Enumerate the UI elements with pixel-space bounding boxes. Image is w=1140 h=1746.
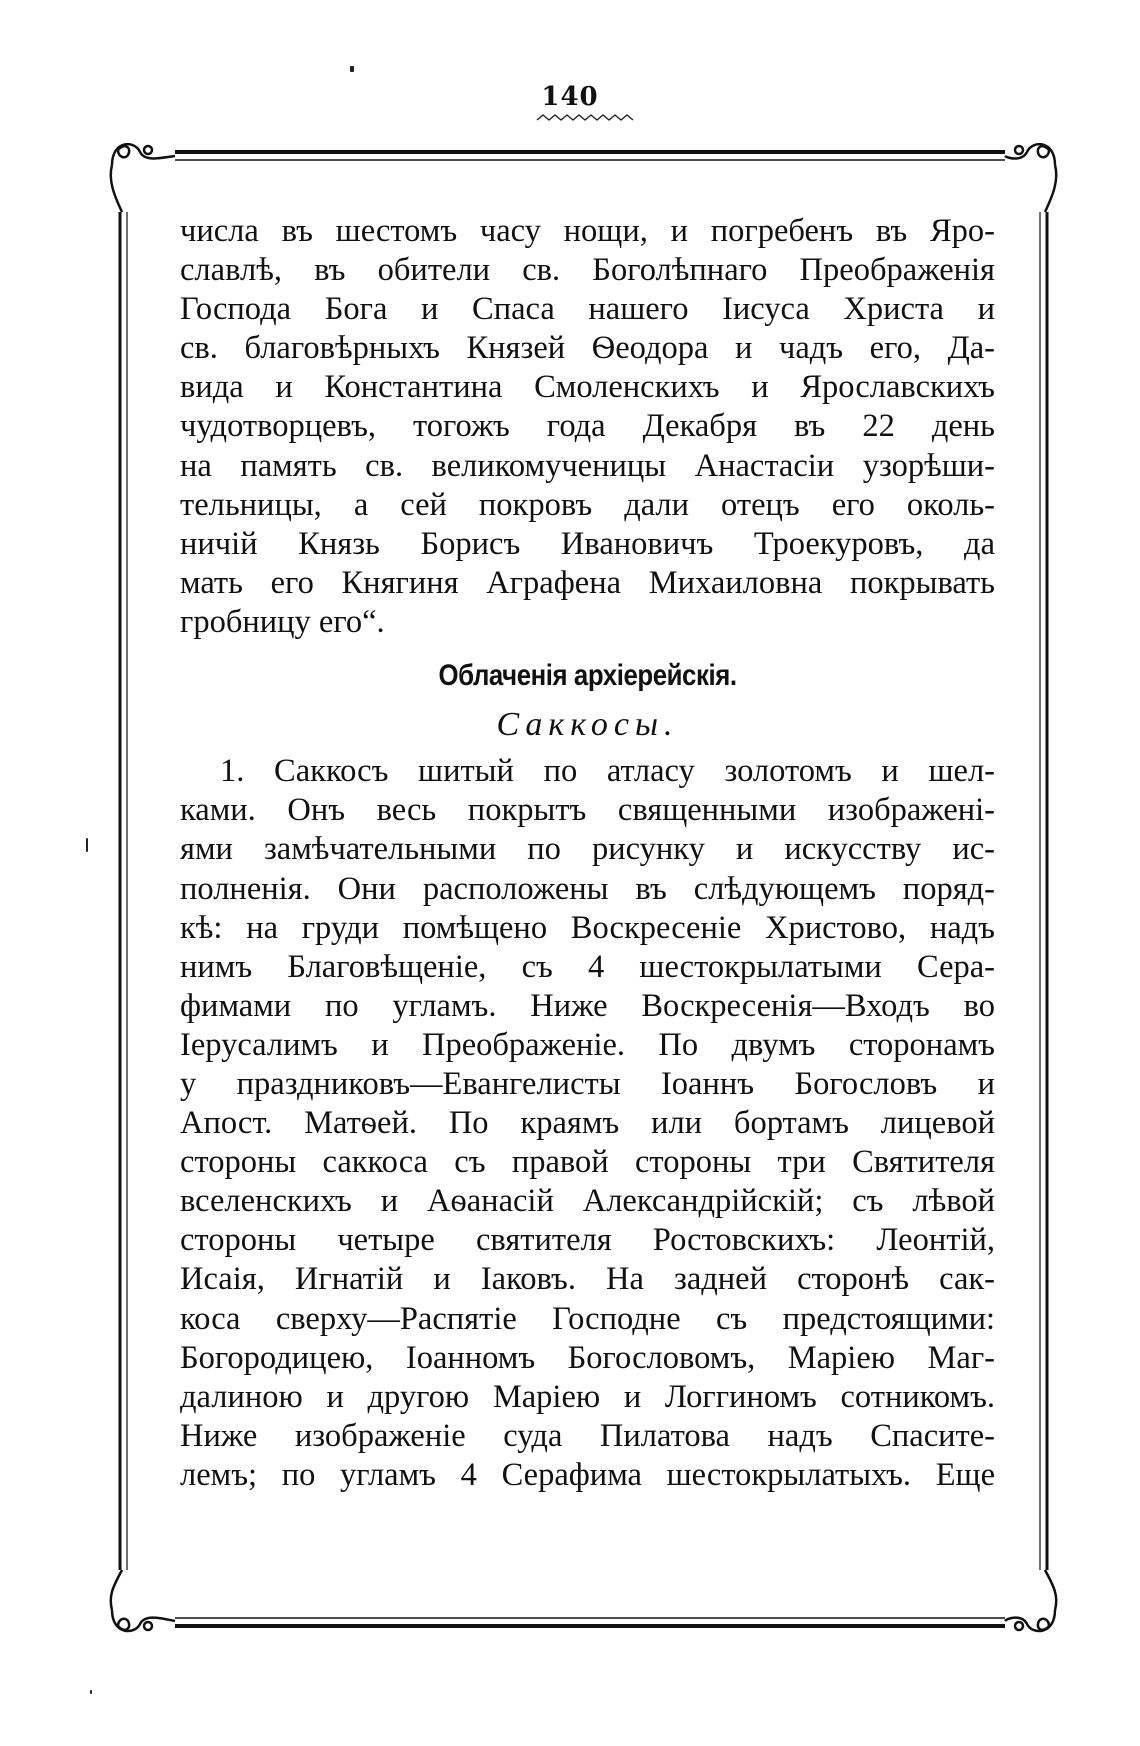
corner-ornament-bottom-right [1005,1570,1056,1631]
text-line: тельницы, а сей покровъ дали отецъ его околь- [180,486,995,523]
text-line: кѣ: на груди помѣщено Воскресеніе Христово, надъ [180,909,995,946]
text-line: чудотворцевъ, тогожъ года Декабря въ 22 день [180,408,995,445]
text-line: ями замѣчательными по рисунку и искусству ис- [180,831,995,868]
text-line: вида и Константина Смоленскихъ и Ярославскихъ [180,369,995,406]
section-heading: Облаченія архіерейскія. [438,659,737,693]
text-line: Господа Бога и Спаса нашего Іисуса Христа и [180,291,995,328]
text-line: славлѣ, въ обители св. Боголѣпнаго Преображенія [180,252,995,289]
text-line: Ниже изображеніе суда Пилатова надъ Спасите- [180,1417,995,1454]
body-text [180,212,995,1495]
text-line: стороны четыре святителя Ростовскихъ: Леонтій, [180,1222,995,1259]
text-line: стороны саккоса съ правой стороны три Святителя [180,1144,995,1181]
paragraph-continuation [180,212,995,642]
text-line: ками. Онъ весь покрытъ священными изображені- [180,792,995,829]
text-line: далиною и другою Маріею и Логгиномъ сотникомъ. [180,1378,995,1415]
text-line: мать его Княгиня Аграфена Михаиловна покрывать [180,564,995,601]
section-subheading: Саккосы. [496,706,679,744]
text-line: у праздниковъ—Евангелисты Іоаннъ Богословъ и [180,1065,995,1102]
text-line: Іерусалимъ и Преображеніе. По двумъ сторонамъ [180,1026,995,1063]
corner-ornament-top-right [1005,144,1056,212]
text-line: 1. Саккосъ шитый по атласу золотомъ и шел- [220,753,995,790]
text-line: коса сверху—Распятіе Господне съ предстоящими: [180,1300,995,1337]
text-line: Богородицею, Іоанномъ Богословомъ, Маріею Маг- [180,1339,995,1376]
scan-speck [90,1690,92,1694]
corner-ornament-top-left [111,144,175,212]
text-line: фимами по угламъ. Ниже Воскресенія—Входъ во [180,987,995,1024]
text-line: числа въ шестомъ часу нощи, и погребенъ въ Яро- [180,213,995,249]
text-line: вселенскихъ и Аѳанасій Александрійскій; съ лѣвой [180,1183,995,1220]
text-line: св. благовѣрныхъ Князей Ѳеодора и чадъ его, Да- [180,330,995,367]
text-line: полненія. Они расположены въ слѣдующемъ поряд- [180,870,995,907]
text-line: гробницу его“. [180,603,385,640]
corner-ornament-bottom-left [111,1570,175,1631]
scan-speck [86,838,88,852]
paragraph-sakkos [180,752,995,1495]
text-line: на память св. великомученицы Анастасіи узорѣши- [180,447,995,484]
text-line: Исаія, Игнатій и Іаковъ. На задней сторонѣ сак- [180,1261,995,1298]
text-line: Апост. Матѳей. По краямъ или бортамъ лицевой [180,1105,995,1142]
scan-speck [350,66,354,72]
page-number: 140 [541,82,599,112]
text-line: нимъ Благовѣщеніе, съ 4 шестокрылатыми Сера- [180,948,995,985]
text-line: ничій Князь Борисъ Ивановичъ Троекуровъ, да [180,525,995,562]
text-line: лемъ; по угламъ 4 Серафима шестокрылатыхъ. Еще [180,1456,995,1493]
